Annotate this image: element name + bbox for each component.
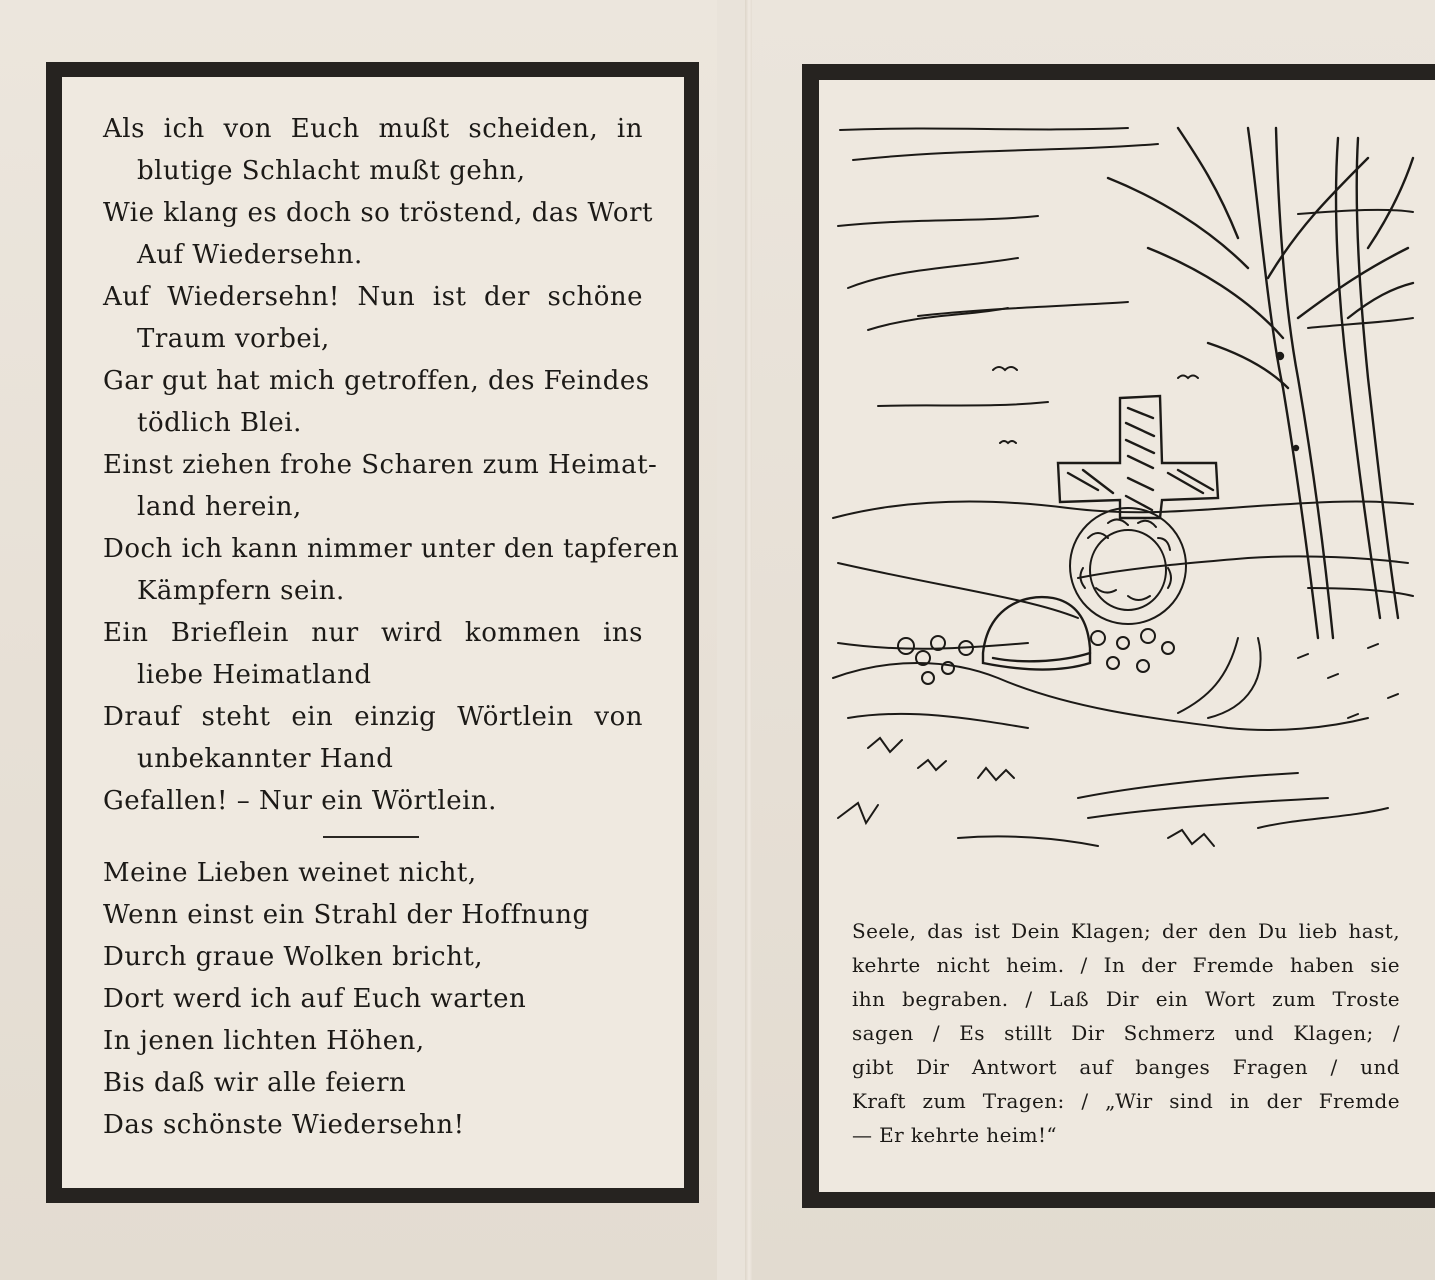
poem-line: Einst ziehen frohe Scharen zum Heimat- — [103, 450, 658, 480]
poem-line: unbekannter Hand — [137, 744, 394, 774]
helmet — [983, 597, 1090, 669]
poem-line: Das schönste Wiedersehn! — [103, 1110, 465, 1140]
caption-line: Seele, das ist Dein Klagen; der den Du lieb hast, — [852, 919, 1400, 943]
poem-line: tödlich Blei. — [137, 408, 302, 438]
poem-line: Gar gut hat mich getroffen, des Feindes — [103, 366, 650, 396]
poem-line: Durch graue Wolken bricht, — [103, 942, 484, 972]
sky-lines — [838, 128, 1413, 406]
caption-line: ihn begraben. / Laß Dir ein Wort zum Troste — [852, 987, 1400, 1011]
poem-line: Drauf steht ein einzig Wörtlein von — [103, 702, 643, 732]
grave-illustration — [828, 118, 1418, 878]
poem-line: Wie klang es doch so tröstend, das Wort — [103, 198, 653, 228]
grave-cross — [1058, 396, 1218, 518]
caption-line: kehrte nicht heim. / In der Fremde haben sie — [852, 953, 1400, 977]
poem-line: Meine Lieben weinet nicht, — [103, 858, 477, 888]
poem-stanza-1 — [103, 108, 680, 822]
poem-stanza-2 — [103, 852, 643, 1146]
stanza-divider — [323, 836, 419, 838]
poem-line: Auf Wiedersehn. — [137, 240, 363, 270]
poem-line: Traum vorbei, — [137, 324, 330, 354]
poem-line: Wenn einst ein Strahl der Hoffnung — [103, 900, 590, 930]
poem-line: Gefallen! – Nur ein Wörtlein. — [103, 786, 497, 816]
poem-line: Auf Wiedersehn! Nun ist der schöne — [103, 282, 643, 312]
poem-line: Bis daß wir alle feiern — [103, 1068, 407, 1098]
poem-line: land herein, — [137, 492, 302, 522]
poem-line: blutige Schlacht mußt gehn, — [137, 156, 526, 186]
poem-line: Dort werd ich auf Euch warten — [103, 984, 527, 1014]
caption-line: gibt Dir Antwort auf banges Fragen / und — [852, 1055, 1400, 1079]
poem-line: Doch ich kann nimmer unter den tapferen — [103, 534, 680, 564]
caption-line: sagen / Es stillt Dir Schmerz und Klagen; / — [852, 1021, 1400, 1045]
poem-line: In jenen lichten Höhen, — [103, 1026, 425, 1056]
memorial-poem — [103, 108, 680, 1146]
flowers — [898, 629, 1174, 684]
caption-line: Kraft zum Tragen: / „Wir sind in der Fremde — [852, 1089, 1400, 1113]
birds — [993, 367, 1198, 443]
poem-line: Ein Brieflein nur wird kommen ins — [103, 618, 643, 648]
poem-line: liebe Heimatland — [137, 660, 372, 690]
poem-line: Als ich von Euch mußt scheiden, in — [103, 114, 643, 144]
caption-line: — Er kehrte heim!“ — [852, 1123, 1058, 1147]
memorial-caption — [852, 914, 1400, 1152]
birch-trees — [1108, 128, 1413, 638]
poem-line: Kämpfern sein. — [137, 576, 345, 606]
